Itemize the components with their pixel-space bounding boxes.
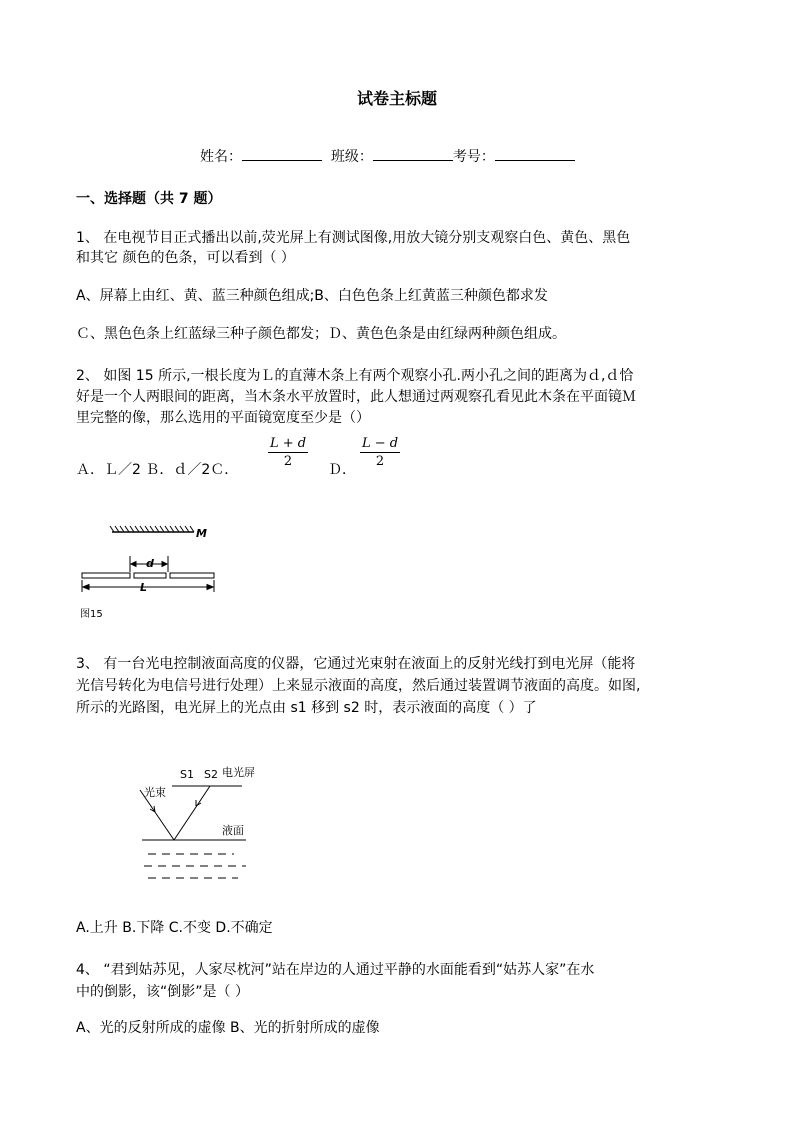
s1-label: S1 bbox=[180, 768, 194, 781]
q1-stem-line2: 和其它 颜色的色条，可以看到（ ） bbox=[76, 250, 295, 266]
q2-option-d-denominator: 2 bbox=[375, 454, 385, 469]
q2-option-c-fraction bbox=[268, 436, 308, 469]
name-label: 姓名： bbox=[200, 149, 242, 165]
q3-stem-line2: 光信号转化为电信号进行处理）上来显示液面的高度，然后通过装置调节液面的高度。如图, bbox=[76, 678, 641, 694]
q1-stem-line1: 1、 在电视节目正式播出以前,荧光屏上有测试图像,用放大镜分别支观察白色、黄色、黑色 bbox=[76, 230, 631, 246]
q2-option-d-label: Ｄ． bbox=[328, 462, 356, 478]
q2-figure bbox=[76, 520, 226, 624]
L-dimension bbox=[82, 580, 214, 592]
class-blank[interactable] bbox=[373, 146, 453, 161]
q4-stem-line2: 中的倒影，该“倒影”是（ ） bbox=[76, 984, 249, 1000]
mirror-label: M bbox=[196, 527, 207, 540]
name-blank[interactable] bbox=[242, 146, 322, 161]
q2-stem-line1: 2、 如图 15 所示,一根长度为Ｌ的直薄木条上有两个观察小孔.两小孔之间的距离为ｄ,ｄ恰 bbox=[76, 368, 634, 384]
q1-option-cd: Ｃ、黑色色条上红蓝绿三种子颜色都发；Ｄ、黄色色条是由红绿两种颜色组成。 bbox=[76, 326, 566, 342]
screen-label: 电光屏 bbox=[222, 766, 255, 779]
surface-label: 液面 bbox=[222, 824, 244, 837]
q2-option-c-denominator: 2 bbox=[283, 454, 293, 469]
q3-stem-line1: 3、 有一台光电控制液面高度的仪器，它通过光束射在液面上的反射光线打到电光屏（能将 bbox=[76, 656, 636, 672]
q2-option-c-numerator: L + d bbox=[270, 436, 307, 451]
exam-no-label: 考号： bbox=[452, 149, 495, 165]
s2-label: S2 bbox=[204, 768, 218, 781]
exam-no-blank[interactable] bbox=[495, 146, 575, 161]
figure-caption: 图15 bbox=[80, 609, 103, 620]
q2-option-ab: Ａ．Ｌ／2 Ｂ．ｄ／2Ｃ． bbox=[76, 462, 239, 478]
q2-option-d-fraction bbox=[360, 436, 400, 469]
q2-option-d-numerator: L − d bbox=[362, 436, 399, 451]
q3-stem-line3: 所示的光路图，电光屏上的光点由 s1 移到 s2 时，表示液面的高度（ ）了 bbox=[76, 700, 537, 716]
q2-stem-line2: 好是一个人两眼间的距离，当木条水平放置时，此人想通过两观察孔看见此木条在平面镜Ｍ bbox=[76, 389, 636, 405]
q3-figure bbox=[130, 762, 260, 886]
class-label: 班级： bbox=[330, 149, 373, 165]
wooden-strip bbox=[82, 573, 214, 578]
liquid-dashes bbox=[144, 854, 246, 878]
d-label: d bbox=[146, 557, 154, 570]
mirror-surface bbox=[110, 526, 194, 532]
q2-stem-line3: 里完整的像，那么选用的平面镜宽度至少是（） bbox=[76, 410, 370, 426]
student-info-line bbox=[200, 146, 575, 166]
beam-label: 光束 bbox=[144, 786, 166, 799]
q3-options: A.上升 B.下降 C.不变 D.不确定 bbox=[76, 920, 273, 936]
q1-option-ab: A、屏幕上由红、黄、蓝三种颜色组成;B、白色色条上红黄蓝三种颜色都求发 bbox=[76, 288, 548, 304]
q4-stem-line1: 4、 “君到姑苏见，人家尽枕河”站在岸边的人通过平静的水面能看到“姑苏人家”在水 bbox=[76, 962, 595, 978]
L-label: L bbox=[140, 581, 148, 594]
q4-option-ab: A、光的反射所成的虚像 B、光的折射所成的虚像 bbox=[76, 1020, 380, 1036]
section-heading: 一、选择题（共 7 题） bbox=[76, 191, 222, 207]
exam-title: 试卷主标题 bbox=[356, 89, 437, 108]
